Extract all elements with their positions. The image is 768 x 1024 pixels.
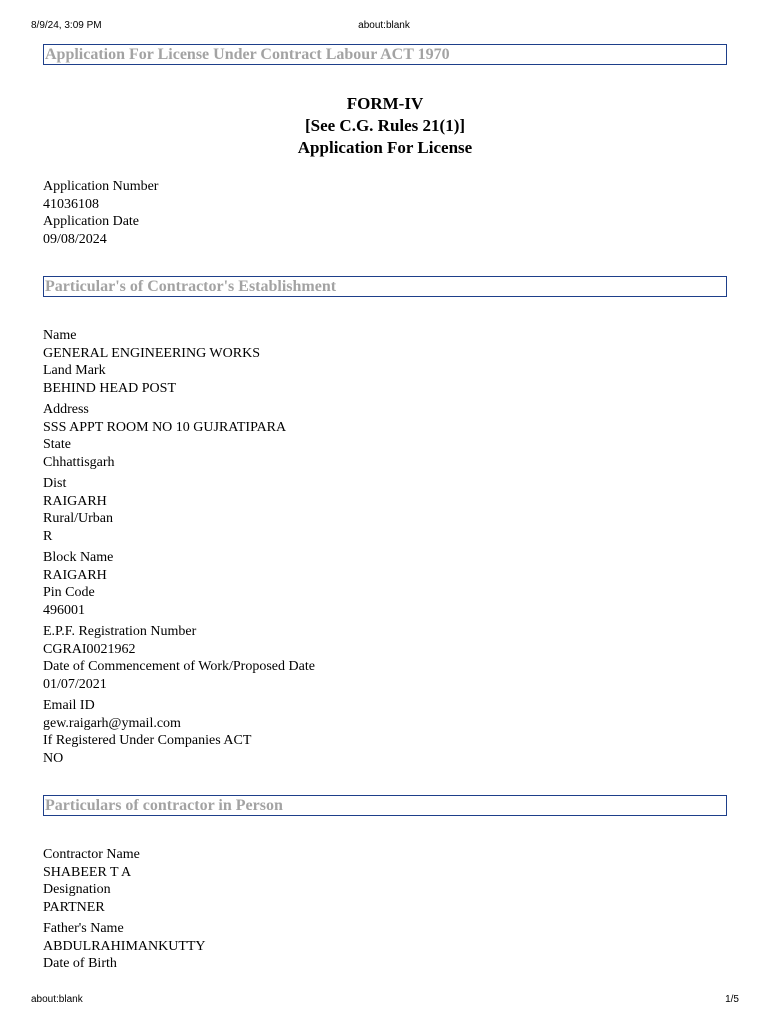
name-label: Name [43, 328, 77, 343]
companies-act-label: If Registered Under Companies ACT [43, 733, 252, 748]
state-label: State [43, 437, 71, 452]
application-info [43, 178, 727, 248]
commencement-label: Date of Commencement of Work/Proposed Date [43, 659, 315, 674]
establishment-heading: Particular's of Contractor's Establishment [43, 276, 727, 297]
form-subtitle: Application For License [297, 138, 473, 157]
contractor-heading: Particulars of contractor in Person [43, 795, 727, 816]
designation-label: Designation [43, 882, 111, 897]
form-title: FORM-IV [346, 94, 424, 113]
name-value: GENERAL ENGINEERING WORKS [43, 345, 260, 361]
footer-url: about:blank [31, 994, 83, 1005]
father-name-value: ABDULRAHIMANKUTTY [43, 938, 206, 954]
designation-value: PARTNER [43, 899, 105, 915]
print-url: about:blank [358, 20, 410, 31]
field-pair [43, 549, 727, 619]
form-rule: [See C.G. Rules 21(1)] [304, 116, 466, 135]
contractor-name-label: Contractor Name [43, 847, 140, 862]
dist-value: RAIGARH [43, 493, 107, 509]
companies-act-value: NO [43, 750, 64, 766]
landmark-label: Land Mark [43, 363, 106, 378]
page-content [43, 44, 727, 973]
contractor-name-value: SHABEER T A [43, 864, 132, 880]
state-value: Chhattisgarh [43, 454, 115, 470]
contractor-fields [43, 846, 727, 973]
email-label: Email ID [43, 698, 95, 713]
application-number: 41036108 [43, 196, 99, 212]
field-pair [43, 697, 727, 767]
application-number-label: Application Number [43, 179, 159, 194]
epf-label: E.P.F. Registration Number [43, 624, 197, 639]
field-pair [43, 475, 727, 545]
father-name-label: Father's Name [43, 921, 124, 936]
field-pair [43, 846, 727, 916]
rural-urban-label: Rural/Urban [43, 511, 113, 526]
commencement-value: 01/07/2021 [43, 676, 107, 692]
field-pair [43, 920, 727, 973]
rural-urban-value: R [43, 528, 53, 544]
application-date: 09/08/2024 [43, 231, 107, 247]
block-name-value: RAIGARH [43, 567, 107, 583]
pin-code-label: Pin Code [43, 585, 95, 600]
license-banner: Application For License Under Contract Labour ACT 1970 [43, 44, 727, 65]
block-name-label: Block Name [43, 550, 114, 565]
email-value: gew.raigarh@ymail.com [43, 715, 181, 731]
pin-code-value: 496001 [43, 602, 85, 618]
epf-value: CGRAI0021962 [43, 641, 136, 657]
address-label: Address [43, 402, 89, 417]
address-value: SSS APPT ROOM NO 10 GUJRATIPARA [43, 419, 287, 435]
dob-label: Date of Birth [43, 956, 117, 971]
dist-label: Dist [43, 476, 67, 491]
field-pair [43, 401, 727, 471]
landmark-value: BEHIND HEAD POST [43, 380, 176, 396]
print-datetime: 8/9/24, 3:09 PM [31, 20, 102, 31]
establishment-fields [43, 327, 727, 767]
field-pair [43, 623, 727, 693]
form-title-block [43, 93, 727, 159]
field-pair [43, 327, 727, 397]
page-number: 1/5 [725, 994, 739, 1005]
application-date-label: Application Date [43, 214, 140, 229]
